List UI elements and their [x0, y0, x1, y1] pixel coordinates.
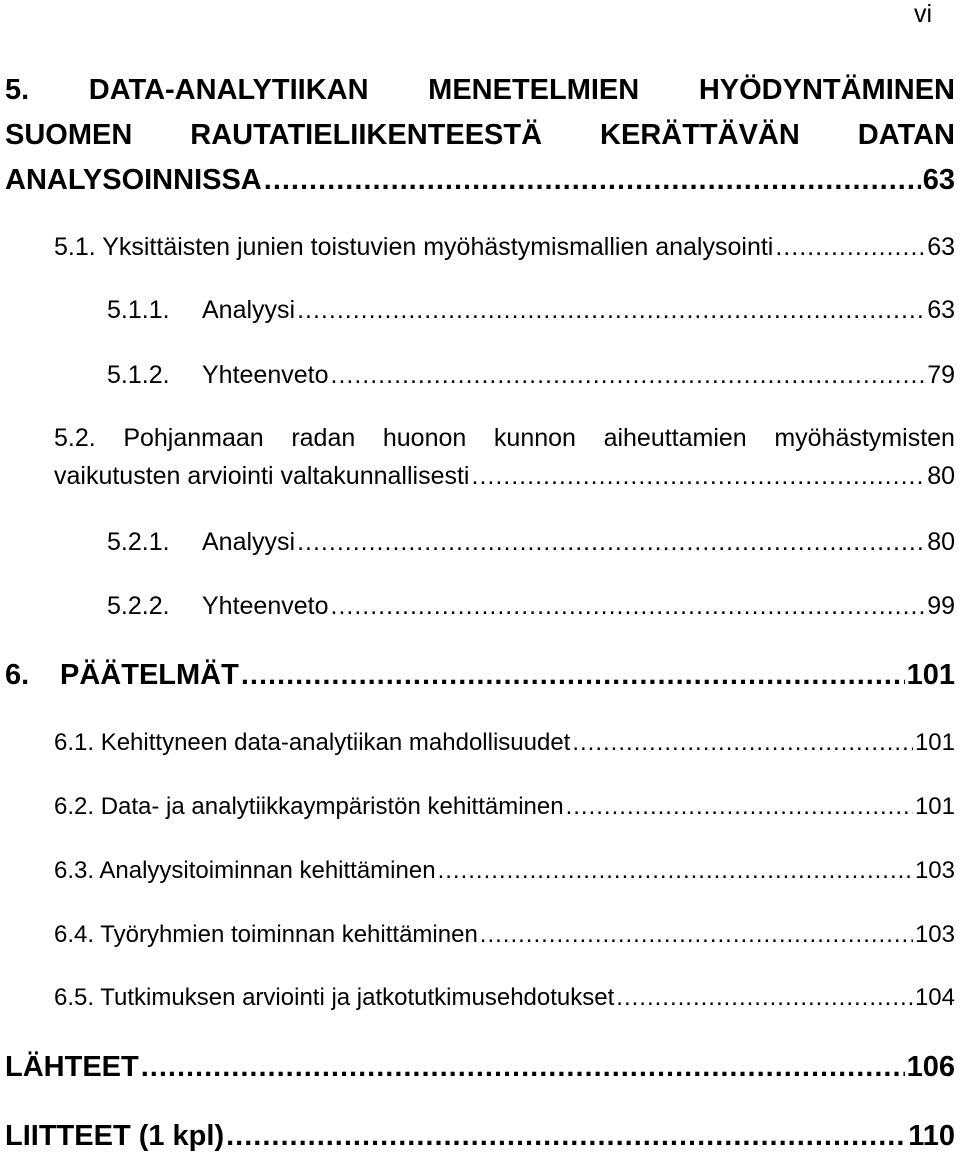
toc-entry-label	[54, 923, 478, 947]
toc-leader	[572, 731, 913, 755]
toc-entry-number: 5.1.	[54, 233, 96, 261]
toc-chapter-5-word: RAUTATIELIIKENTEESTÄ	[190, 119, 543, 151]
toc-entry-title: Työryhmien toiminnan kehittäminen	[100, 921, 478, 948]
toc-entry-label	[54, 859, 436, 883]
toc-entry-title: Kehittyneen data-analytiikan mahdollisuudet	[100, 729, 571, 756]
toc-entry-label	[107, 298, 295, 323]
toc-entry-title: Tutkimuksen arviointi ja jatkotutkimusehdotukset	[100, 984, 615, 1011]
toc-leader	[226, 1122, 906, 1151]
toc-references-page: 106	[906, 1051, 955, 1083]
toc-entry-page: 101	[914, 729, 955, 756]
toc-entry-page: 79	[927, 361, 955, 389]
toc-entry-6-1[interactable]	[54, 731, 955, 755]
toc-chapter-label	[5, 661, 239, 690]
toc-entry-number: 5.2.1.	[107, 528, 170, 556]
toc-references-title: LÄHTEET	[5, 1051, 139, 1083]
toc-entry-number: 6.3.	[54, 857, 95, 884]
toc-entry-title: Yksittäisten junien toistuvien myöhästymismallien analysointi	[102, 233, 774, 261]
toc-entry-word: kunnon	[493, 424, 576, 452]
toc-chapter-title: PÄÄTELMÄT	[60, 659, 239, 691]
toc-entry-5-2-line-1[interactable]	[54, 426, 955, 451]
toc-appendices-page: 110	[908, 1120, 955, 1152]
toc-entry-5-2-2[interactable]	[107, 594, 955, 619]
toc-leader	[264, 166, 921, 195]
toc-chapter-5-number: 5.	[5, 74, 30, 106]
toc-references[interactable]	[5, 1053, 955, 1082]
toc-chapter-number: 6.	[5, 659, 30, 691]
page-number: vi	[913, 0, 932, 28]
toc-chapter-5-word: SUOMEN	[5, 119, 133, 151]
toc-entry-word: radan	[291, 424, 356, 452]
toc-leader	[331, 594, 926, 619]
toc-entry-number: 6.1.	[54, 729, 95, 756]
toc-entry-5-1-1[interactable]	[107, 298, 955, 323]
toc-entry-title: Analyysi	[202, 296, 296, 324]
toc-entry-title: Analyysitoiminnan kehittäminen	[99, 857, 436, 884]
toc-leader	[480, 923, 913, 947]
toc-entry-6-2[interactable]	[54, 795, 955, 819]
toc-entry-word: Pohjanmaan	[123, 424, 264, 452]
toc-appendices-title: LIITTEET (1 kpl)	[5, 1120, 225, 1152]
toc-entry-title: vaikutusten arviointi valtakunnallisesti	[54, 462, 470, 490]
toc-leader	[297, 298, 925, 323]
toc-chapter-5-line-3[interactable]	[5, 166, 955, 195]
toc-entry-word: huonon	[382, 424, 467, 452]
toc-entry-page: 104	[914, 984, 955, 1011]
toc-entry-page: 63	[927, 233, 955, 261]
toc-entry-6-5[interactable]	[54, 986, 955, 1010]
toc-entry-title: Analyysi	[202, 528, 296, 556]
toc-leader	[566, 795, 913, 819]
toc-chapter-6[interactable]	[5, 661, 955, 690]
toc-entry-label	[54, 986, 614, 1010]
toc-entry-page: 103	[914, 857, 955, 884]
toc-leader	[241, 661, 905, 690]
toc-entry-5-1-2[interactable]	[107, 363, 955, 388]
toc-entry-label	[54, 235, 773, 260]
toc-entry-title: Data- ja analytiikkaympäristön kehittäminen	[100, 793, 564, 820]
toc-chapter-5-word: KERÄTTÄVÄN	[600, 119, 800, 151]
toc-chapter-page: 101	[906, 659, 955, 691]
toc-chapter-5-word: MENETELMIEN	[428, 74, 640, 106]
toc-entry-page: 103	[914, 921, 955, 948]
toc-entry-number: 5.2.2.	[107, 592, 170, 620]
toc-entry-label	[54, 795, 564, 819]
toc-leader	[472, 464, 926, 489]
toc-entry-page: 99	[927, 592, 955, 620]
toc-chapter-5-line-1[interactable]	[5, 76, 955, 105]
toc-entry-number: 6.5.	[54, 984, 95, 1011]
toc-entry-label	[107, 594, 329, 619]
toc-entry-6-3[interactable]	[54, 859, 955, 883]
toc-entry-title: Yhteenveto	[202, 592, 329, 620]
toc-chapter-5-word: DATA-ANALYTIIKAN	[88, 74, 369, 106]
toc-entry-5-2-1[interactable]	[107, 530, 955, 555]
toc-entry-number: 5.1.1.	[107, 296, 170, 324]
toc-leader	[331, 363, 926, 388]
toc-entry-label	[107, 530, 295, 555]
toc-entry-5-2-line-2[interactable]	[54, 464, 955, 489]
toc-entry-number: 6.4.	[54, 921, 95, 948]
toc-entry-word: myöhästymisten	[774, 424, 955, 452]
toc-entry-word: aiheuttamien	[603, 424, 747, 452]
toc-leader	[616, 986, 913, 1010]
toc-entry-label	[107, 363, 329, 388]
toc-entry-5-1[interactable]	[54, 235, 955, 260]
toc-chapter-5-page: 63	[922, 164, 955, 196]
toc-appendices[interactable]	[5, 1122, 955, 1151]
toc-entry-page: 80	[927, 462, 955, 490]
toc-chapter-5-word: DATAN	[857, 119, 955, 151]
toc-leader	[438, 859, 913, 883]
toc-chapter-5-line-2[interactable]	[5, 121, 955, 150]
toc-leader	[141, 1053, 905, 1082]
toc-chapter-5-word: HYÖDYNTÄMINEN	[698, 74, 955, 106]
toc-entry-title: Yhteenveto	[202, 361, 329, 389]
toc-entry-number: 5.2.	[54, 424, 96, 452]
toc-entry-page: 101	[914, 793, 955, 820]
toc-entry-number: 6.2.	[54, 793, 95, 820]
toc-entry-page: 63	[927, 296, 955, 324]
toc-entry-number: 5.1.2.	[107, 361, 170, 389]
toc-entry-label	[54, 731, 570, 755]
toc-leader	[297, 530, 925, 555]
toc-leader	[775, 235, 925, 260]
toc-entry-page: 80	[927, 528, 955, 556]
toc-entry-6-4[interactable]	[54, 923, 955, 947]
toc-chapter-5-title-end: ANALYSOINNISSA	[5, 164, 262, 196]
